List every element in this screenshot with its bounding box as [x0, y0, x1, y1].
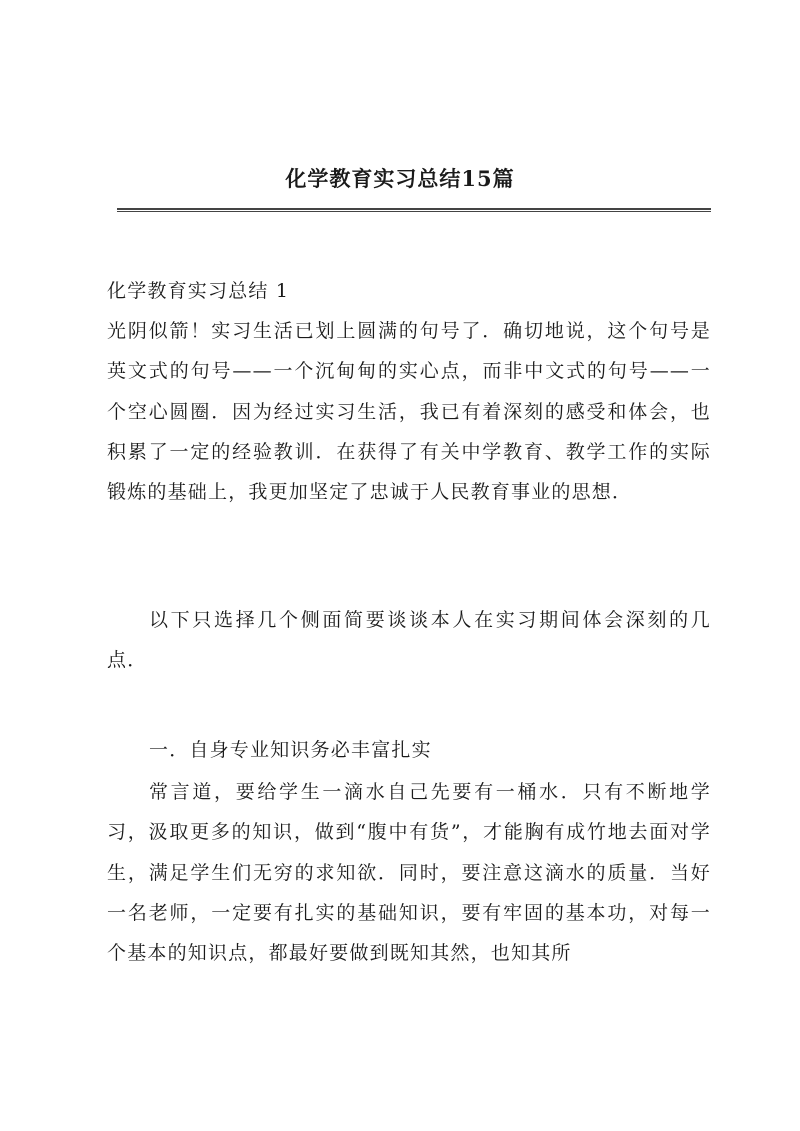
subheading-knowledge: 一．自身专业知识务必丰富扎实	[149, 739, 432, 761]
document-title: 化学教育实习总结15篇	[285, 166, 515, 191]
paragraph-intro: 光阴似箭！实习生活已划上圆满的句号了．确切地说，这个句号是英文式的句号——一个沉甸甸的实心点，而非中文式的句号——一个空心圆圈．因为经过实习生活，我已有着深刻的感受和体会，也积累了一定的经验教训．在获得了有关中学教育、教学工作的实际锻炼的基础上，我更加坚定了忠诚于人民教育事业的思想．	[107, 320, 711, 504]
paragraph-overview: 以下只选择几个侧面简要谈谈本人在实习期间体会深刻的几点．	[107, 609, 711, 672]
paragraph-knowledge: 常言道，要给学生一滴水自己先要有一桶水．只有不断地学习，汲取更多的知识，做到“腹中有货”，才能胸有成竹地去面对学生，满足学生们无穷的求知欲．同时，要注意这滴水的质量．当好一名老师，一定要有扎实的基础知识，要有牢固的基本功，对每一个基本的知识点，都最好要做到既知其然，也知其所	[107, 781, 711, 965]
section-title: 化学教育实习总结 1	[107, 280, 290, 302]
title-divider	[117, 208, 711, 212]
